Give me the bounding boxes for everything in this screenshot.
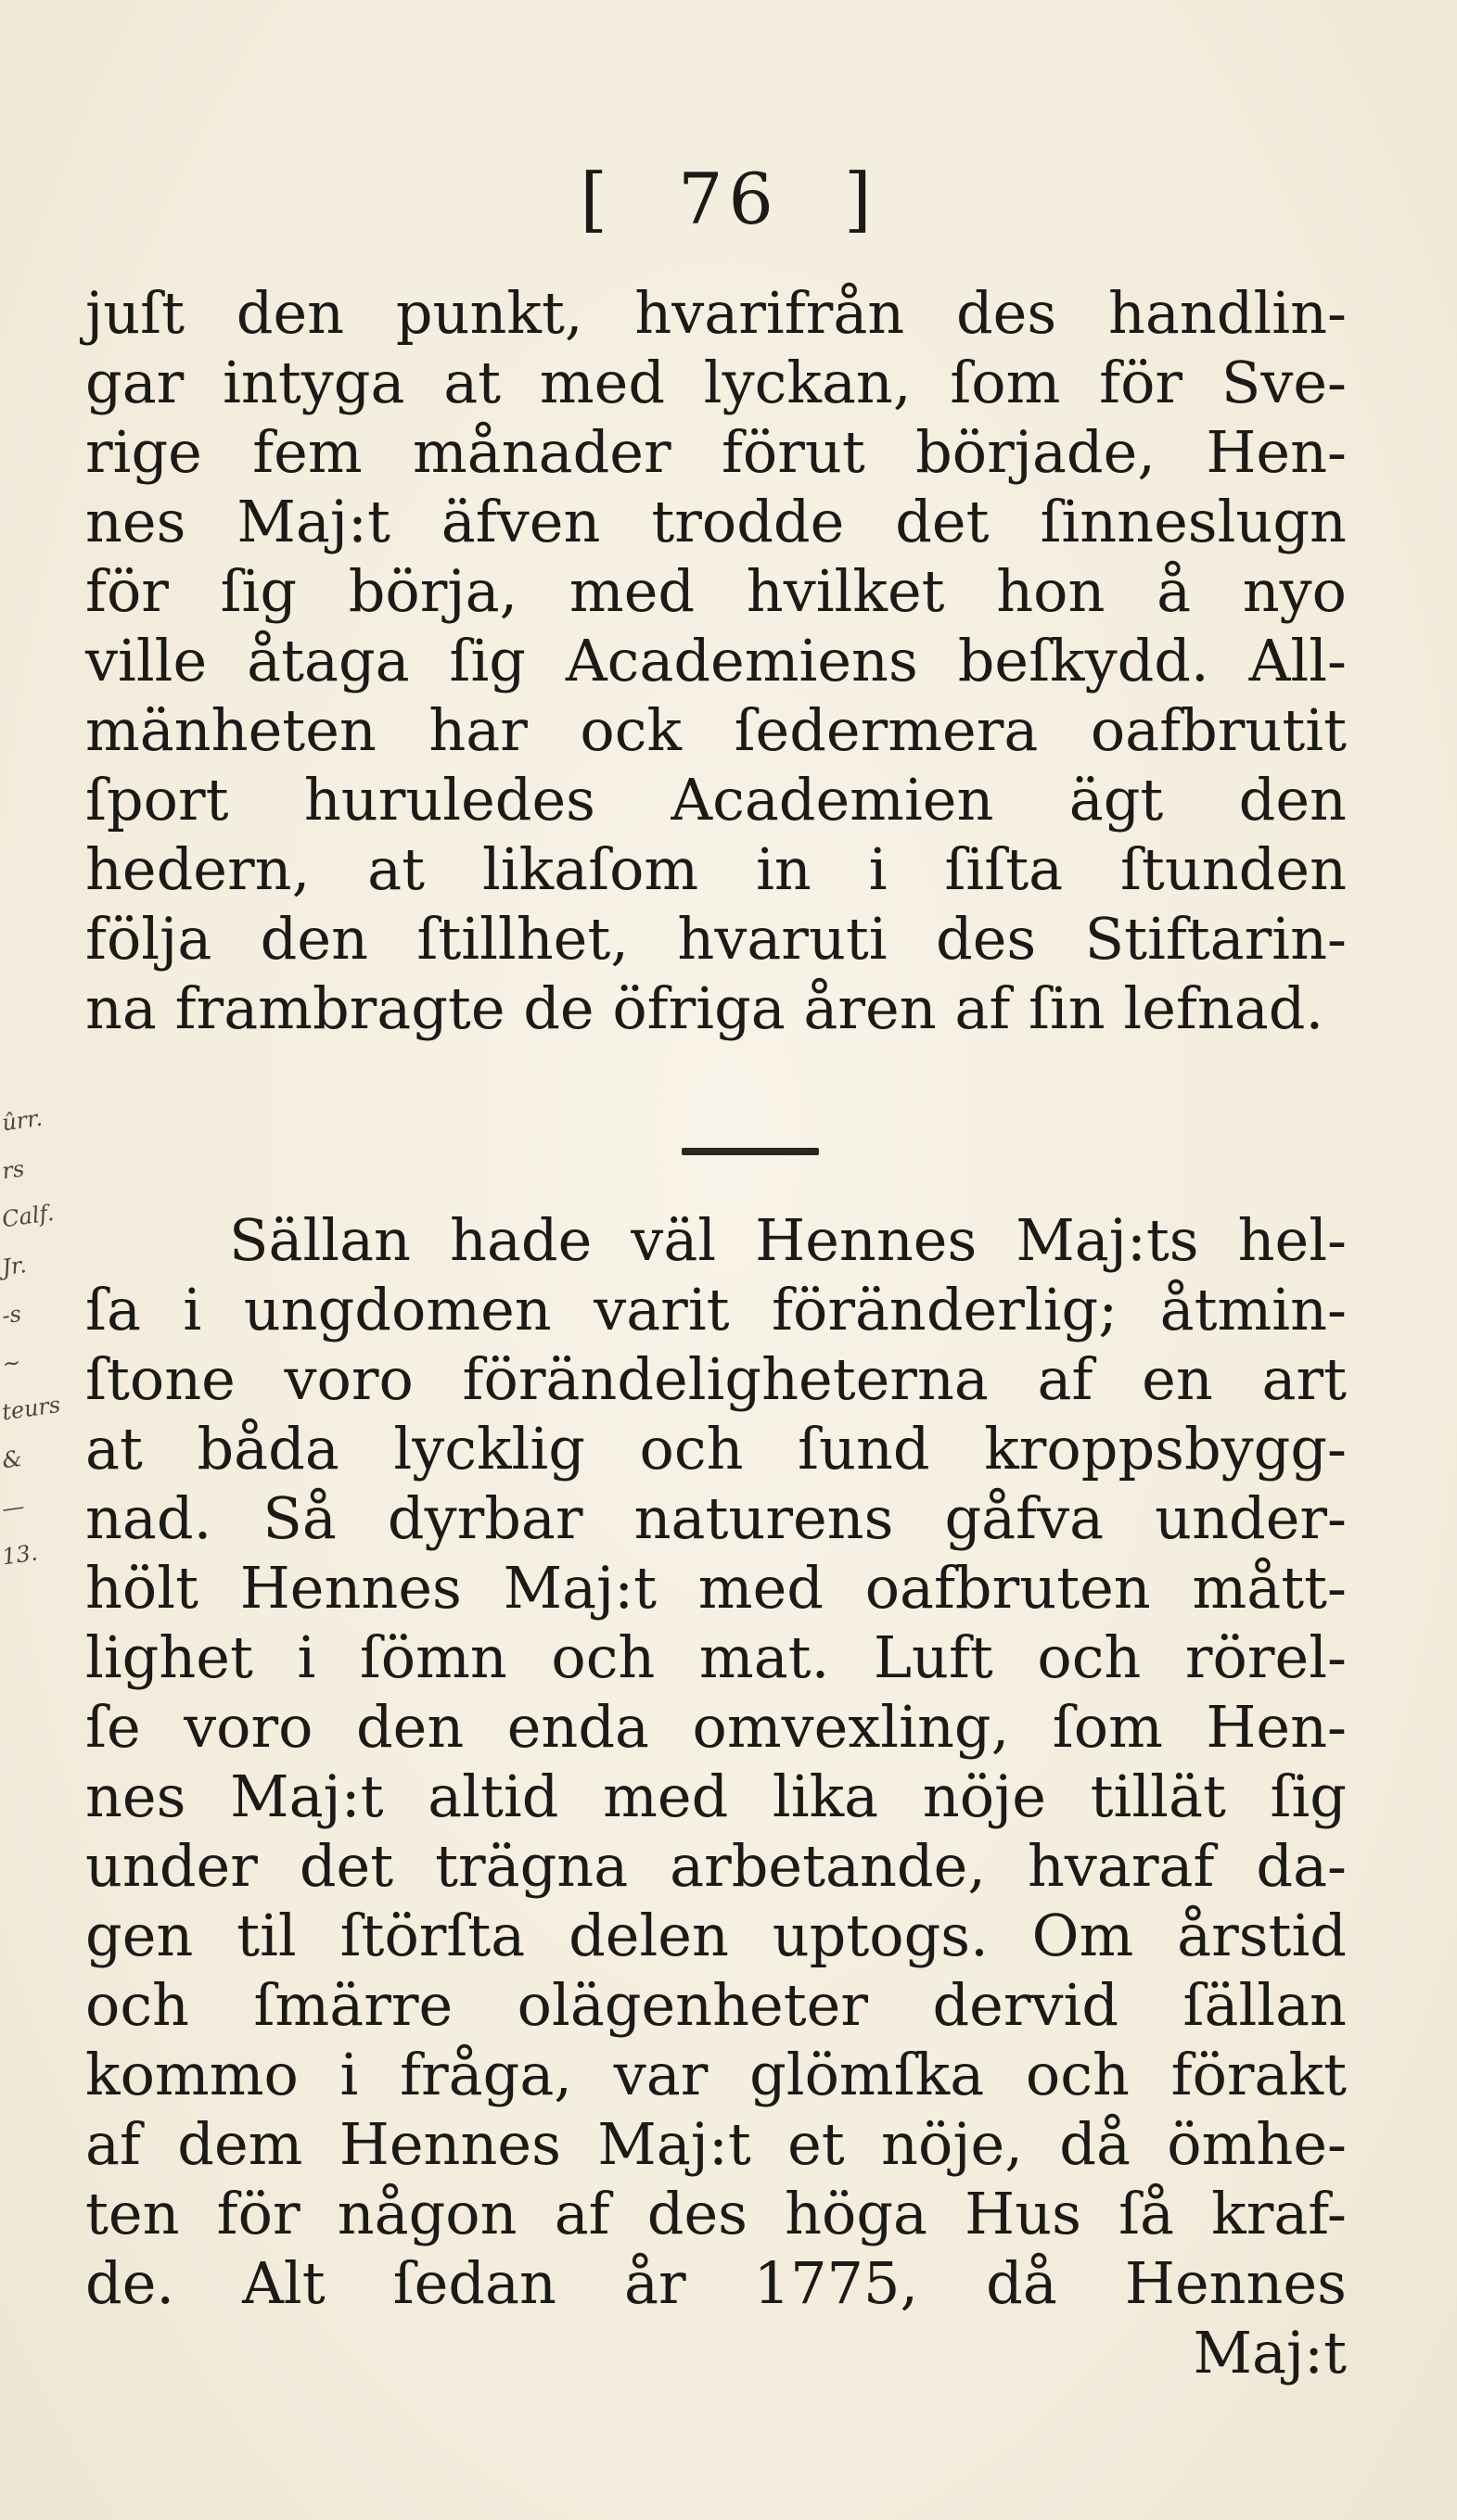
margin-note: & (0, 1445, 24, 1474)
text-line: under det trägna arbetande, hvaraf da- (85, 1832, 1347, 1900)
text-line: följa den ſtillhet, hvaruti des Stiftarin- (85, 905, 1347, 973)
text-line: rige fem månader förut började, Hen- (85, 418, 1347, 486)
text-line: lighet i ſömn och mat. Luft och rörel- (85, 1623, 1347, 1691)
margin-note: Jr. (0, 1252, 29, 1281)
text-line: juſt den punkt, hvarifrån des handlin- (85, 279, 1347, 347)
text-line: nes Maj:t äfven trodde det ſinneslugn (85, 488, 1347, 555)
text-line: gar intyga at med lyckan, ſom för Sve- (85, 349, 1347, 416)
text-line: nad. Så dyrbar naturens gåfva under- (85, 1484, 1347, 1552)
margin-note: ûrr. (0, 1104, 45, 1137)
text-line: kommo i fråga, var glömſka och förakt (85, 2041, 1347, 2108)
text-line: för ſig börja, med hvilket hon å nyo (85, 557, 1347, 625)
text-line: ſe voro den enda omvexling, ſom Hen- (85, 1693, 1347, 1761)
text-line: na frambragte de öfriga åren af ſin lefnad. (85, 974, 1324, 1042)
text-line: hölt Hennes Maj:t med oafbruten mått- (85, 1554, 1347, 1622)
text-line: gen til ſtörſta delen uptogs. Om årstid (85, 1902, 1347, 1969)
margin-note: — (0, 1493, 27, 1522)
text-line: mänheten har ock ſedermera oafbrutit (85, 696, 1347, 764)
margin-note: -s (0, 1300, 23, 1330)
page-number: [ 76 ] (580, 158, 877, 240)
text-line: ſport huruledes Academien ägt den (85, 766, 1347, 834)
margin-note: 13. (0, 1539, 40, 1571)
margin-note: rs (0, 1155, 26, 1185)
text-line: Sällan hade väl Hennes Maj:ts hel- (229, 1206, 1347, 1274)
catchword: Maj:t (1193, 2319, 1347, 2386)
section-divider (682, 1148, 819, 1155)
handwritten-margin-notes (2, 1094, 76, 1576)
text-line: ten för någon af des höga Hus ſå kraf- (85, 2180, 1347, 2247)
paragraph-2 (85, 1205, 1347, 2387)
paragraph-1 (85, 278, 1347, 1043)
text-line: ſa i ungdomen varit föränderlig; åtmin- (85, 1276, 1347, 1343)
text-line: och ſmärre olägenheter dervid ſällan (85, 1971, 1347, 2039)
text-line: af dem Hennes Maj:t et nöje, då ömhe- (85, 2110, 1347, 2178)
text-line: nes Maj:t altid med lika nöje tillät ſig (85, 1763, 1347, 1830)
margin-note: teurs (0, 1391, 62, 1426)
text-line: ſtone voro förändeligheterna af en art (85, 1345, 1347, 1413)
text-line: hedern, at likaſom in i ſiſta ſtunden (85, 835, 1347, 903)
text-line: de. Alt ſedan år 1775, då Hennes (85, 2249, 1347, 2317)
margin-note: ~ (0, 1348, 23, 1378)
text-line: ville åtaga ſig Academiens beſkydd. All- (85, 627, 1347, 694)
margin-note: Calf. (0, 1199, 56, 1233)
text-line: at båda lycklig och ſund kroppsbygg- (85, 1415, 1347, 1483)
